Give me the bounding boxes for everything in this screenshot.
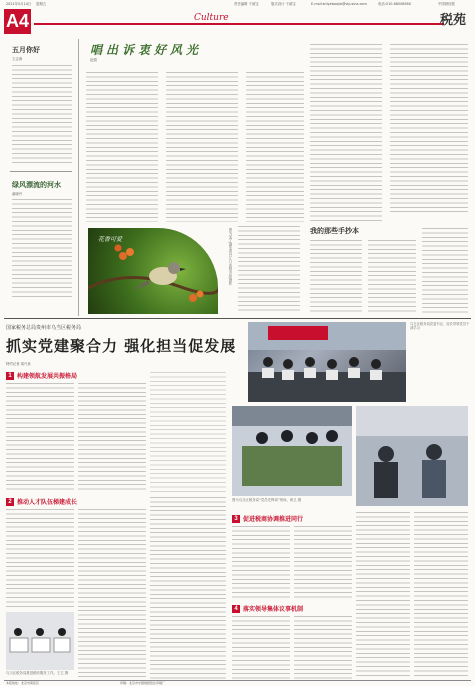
issue-date: 2021年5月14日 <box>6 2 32 6</box>
poem-col-2 <box>368 240 416 315</box>
email-address: E-mail:shiyebaojia@vip.sina.com <box>311 2 367 6</box>
feature-col-3 <box>246 72 304 222</box>
office-illustration <box>356 406 468 506</box>
section-3-col-4 <box>414 512 468 679</box>
section-1-number: 1 <box>6 372 14 380</box>
column-name-cn: 税苑 <box>440 13 467 28</box>
section-3-col-1 <box>232 526 290 600</box>
article-kicker: 国家税务总局贵州市乌当区税务局 <box>6 325 82 331</box>
feature-headline: 唱出诉衷好风光 <box>90 43 203 57</box>
section-1-col-3 <box>150 372 226 493</box>
office-photo <box>356 406 468 506</box>
sidebar-poem-body <box>12 65 72 165</box>
section-1-title: 构建领航发展共振格局 <box>17 373 78 380</box>
page-header <box>4 9 471 34</box>
editor-credit: 责任编辑 于淑宝 <box>234 2 259 6</box>
feature-col-5 <box>390 44 468 214</box>
article-headline: 抓实党建聚合力 强化担当促发展 <box>6 337 237 355</box>
classroom-photo <box>6 612 74 670</box>
header-rule <box>34 23 444 25</box>
section-3-col-3 <box>356 512 410 679</box>
officials-illustration <box>232 406 352 496</box>
bird-photo <box>88 228 218 314</box>
feature-headline-box <box>84 42 254 68</box>
poem-col-1 <box>310 240 362 315</box>
top-info-bar <box>6 2 469 8</box>
section-4-title: 落实领导集体议事机制 <box>243 606 304 613</box>
article-byline: 特约记者 周兴泉 <box>6 362 31 366</box>
sidebar-divider <box>10 171 72 172</box>
section-1-col-2 <box>78 383 146 493</box>
side-caption: 乌当区税务局党委书记、局长带领党员干部学习 <box>410 322 470 331</box>
footer-address: 本报地址：北京市海淀区 <box>6 681 40 685</box>
feature-byline: 赵娟 <box>90 58 97 62</box>
sidebar-poem-author: 王志涛 <box>12 57 23 61</box>
section-2-title: 推动人才队伍梯建成长 <box>17 499 78 506</box>
section-4-heading <box>232 604 303 613</box>
paper-name: 中国财经报 <box>438 2 455 6</box>
footer-rule <box>4 680 471 681</box>
poem-col-3 <box>422 228 468 315</box>
classroom-photo-caption: 乌当区税务局推进税收服务工作。王卫 摄 <box>6 671 69 675</box>
column-name-en: Culture <box>189 13 234 23</box>
photo-credit: 图为吴宁(湖北省丹江口市税务局)摄影 <box>228 228 232 286</box>
classroom-illustration <box>6 612 74 670</box>
section-2-number: 2 <box>6 498 14 506</box>
poem-title: 我的那些手抄本 <box>310 226 359 235</box>
feature-col-6 <box>238 226 300 314</box>
feature-col-1 <box>86 72 158 222</box>
section-4-col-2 <box>294 616 352 679</box>
section-2-heading <box>6 497 77 506</box>
section-3-number: 3 <box>232 515 240 523</box>
sidebar-poem2-author: 童晓丹 <box>12 191 23 196</box>
section-2-col-1 <box>6 509 74 609</box>
feature-col-4 <box>310 44 382 222</box>
feature-col-2 <box>166 72 238 222</box>
meeting-illustration <box>248 322 406 402</box>
section-3-title: 促进税商协调推进同行 <box>243 516 304 523</box>
section-1-col-1 <box>6 383 74 493</box>
section-3-heading <box>232 514 303 523</box>
poem-box <box>310 226 420 236</box>
officials-photo-caption: 图为乌当区税务局“党员先锋岗”现场。黄卫 摄 <box>232 498 302 502</box>
sidebar-poem2-body <box>12 199 72 299</box>
sidebar-poem2-title: 绿风漂流的河水 <box>12 179 61 189</box>
designer-credit: 版式设计 于淑宝 <box>271 2 296 6</box>
sidebar-poems <box>6 39 76 316</box>
section-2-col-3 <box>150 497 226 679</box>
footer-print: 印刷：北京市中国财经报社印刷厂 <box>120 681 166 685</box>
page-number: A4 <box>4 9 31 34</box>
photo-caption: 花香可爱 <box>98 236 123 243</box>
meeting-photo <box>248 322 406 402</box>
section-4-col-1 <box>232 616 290 679</box>
section-2-col-2 <box>78 509 146 679</box>
sidebar-poem-title: 五月你好 <box>12 45 40 54</box>
section-4-number: 4 <box>232 605 240 613</box>
officials-photo <box>232 406 352 496</box>
section-1-heading <box>6 371 77 380</box>
section-3-col-2 <box>294 526 352 600</box>
column-divider <box>78 39 79 316</box>
phone-number: 电话:010-68008580 <box>378 2 411 6</box>
section-rule <box>4 318 471 319</box>
issue-weekday: 星期五 <box>36 2 47 6</box>
